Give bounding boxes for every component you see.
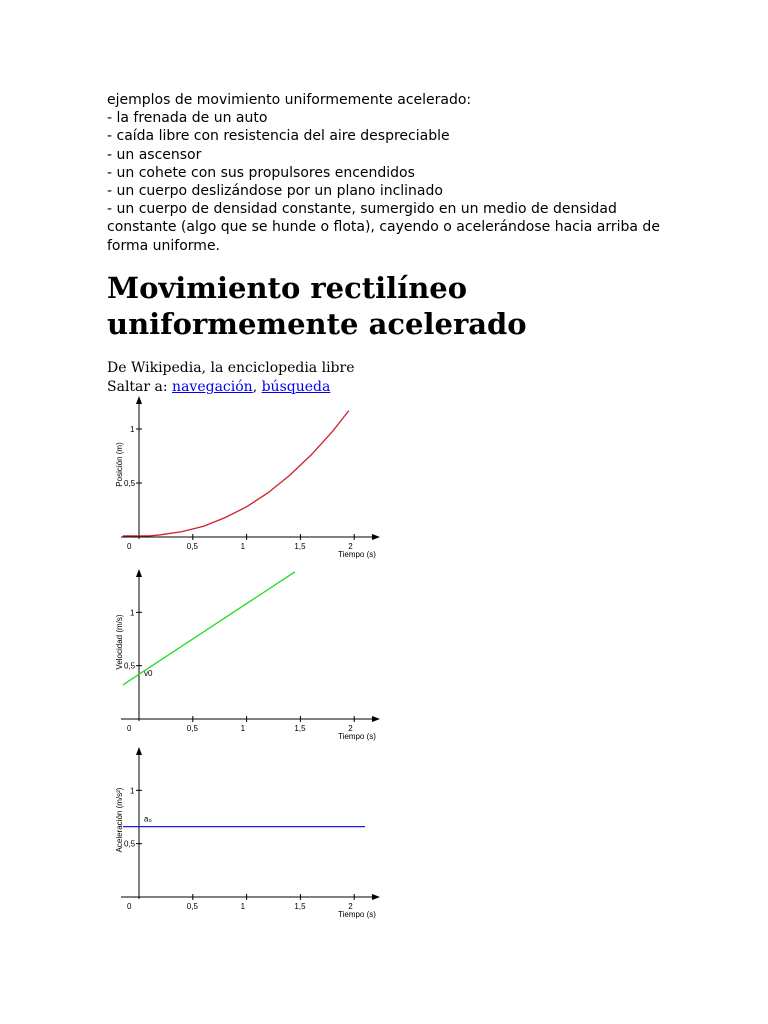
x-tick-label: 1,5 [294,902,306,911]
x-tick-label: 2 [348,542,353,551]
y-axis-arrow [136,569,142,577]
intro-line: - un cuerpo de densidad constante, sumergido en un medio de densidad constante (algo que se hunde o flota), cayendo o acelerándose hacia arriba de forma uniforme. [107,201,660,254]
x-axis-label: Tiempo (s) [338,732,376,741]
intro-line: - caída libre con resistencia del aire despreciable [107,128,450,145]
source-line: De Wikipedia, la enciclopedia libre [107,360,355,376]
x-tick-label: 2 [348,724,353,733]
x-tick-label: 0 [127,724,132,733]
x-tick-label: 1,5 [294,724,306,733]
x-axis-arrow [372,894,380,900]
acceleration-chart [108,747,408,923]
series-line [123,572,295,685]
x-tick-label: 1,5 [294,542,306,551]
intro-line: - la frenada de un auto [107,110,268,127]
motion-charts [108,394,408,923]
intro-text [107,91,667,255]
x-tick-label: 1 [240,542,246,551]
x-axis-label: Tiempo (s) [338,910,376,919]
x-tick-label: 1 [240,724,246,733]
series-line [123,411,349,536]
y-axis-label: Aceleración (m/s²) [115,787,124,853]
x-tick-label: 0 [127,542,132,551]
y-axis-arrow [136,396,142,404]
x-axis-arrow [372,534,380,540]
y-axis-arrow [136,747,142,755]
x-axis-label: Tiempo (s) [338,550,376,559]
intro-line: ejemplos de movimiento uniformemente acelerado: [107,92,472,108]
annotation-label: a₀ [144,814,152,824]
article-title: Movimiento rectilíneo uniformemente acelerado [107,271,527,341]
intro-line: - un ascensor [107,146,202,163]
navigation-link[interactable]: navegación [172,379,253,395]
y-tick-label: 1 [130,786,135,796]
x-tick-label: 0 [127,902,132,911]
y-axis-label: Velocidad (m/s) [115,614,124,670]
annotation-label: v0 [144,669,153,679]
x-tick-label: 2 [348,902,353,911]
velocity-chart [108,569,408,745]
search-link[interactable]: búsqueda [261,379,331,395]
intro-line: - un cohete con sus propulsores encendidos [107,164,415,181]
y-tick-label: 0,5 [124,661,136,671]
x-tick-label: 1 [240,902,246,911]
x-tick-label: 0,5 [186,902,198,911]
link-separator: , [252,379,262,395]
jump-label: Saltar a: [107,379,173,395]
intro-line: - un cuerpo deslizándose por un plano inclinado [107,183,443,200]
position-chart [108,394,408,562]
y-axis-label: Posición (m) [115,442,124,487]
y-tick-label: 0,5 [124,479,136,488]
x-axis-arrow [372,716,380,722]
x-tick-label: 0,5 [186,542,198,551]
article-source [107,359,355,397]
y-tick-label: 1 [130,425,135,434]
y-tick-label: 0,5 [124,839,136,849]
x-tick-label: 0,5 [186,724,198,733]
y-tick-label: 1 [130,608,135,618]
